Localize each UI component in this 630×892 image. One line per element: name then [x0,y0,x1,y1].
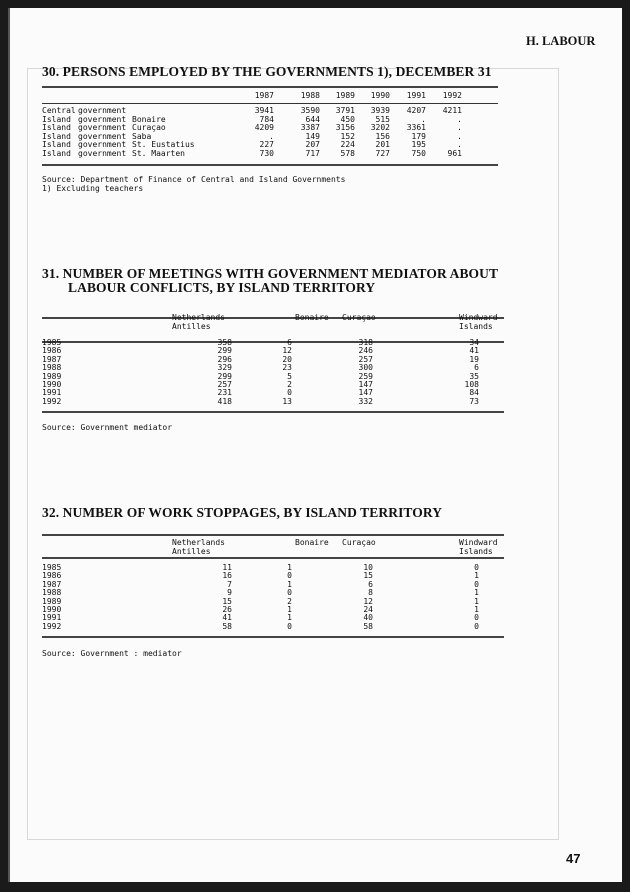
table-cell: 0 [474,621,479,631]
table-cell: 35 [469,371,479,381]
table31-title-line1: 31. NUMBER OF MEETINGS WITH GOVERNMENT MEDIATOR ABOUT [42,266,499,281]
row-label-level: Island [42,131,71,141]
table-cell: 1 [474,596,479,606]
column-header-year: 1990 [370,91,390,100]
table-cell: 4211 [442,106,462,115]
row-label-island: Curaçao [132,123,166,133]
row-year: 1987 [42,579,62,589]
row-label-level: Island [42,123,71,133]
table30-bottom-rule [42,164,498,166]
table-cell: 3202 [370,123,390,133]
table32-title: 32. NUMBER OF WORK STOPPAGES, BY ISLAND TERRITORY [42,505,443,520]
table-cell: 727 [375,149,390,158]
table-cell: 515 [375,114,390,124]
row-label-island: Bonaire [132,114,166,124]
table-cell: 152 [340,131,355,141]
table-cell: 73 [469,396,479,406]
table-cell: 296 [217,354,232,364]
table-cell: . [457,140,462,150]
table-cell: 12 [363,596,373,606]
table-cell: 0 [474,613,479,623]
table-cell: 1 [287,563,292,572]
row-label-island: Saba [132,131,152,141]
table-cell: 10 [363,563,373,572]
table-cell: 2 [287,596,292,606]
row-year: 1991 [42,388,62,398]
table32-header-rule [42,557,504,559]
table-cell: 84 [469,388,479,398]
column-header: Bonaire [295,313,329,322]
table-cell: 147 [358,380,373,389]
row-year: 1992 [42,396,62,406]
table-cell: 147 [358,388,373,398]
column-header: Netherlands [172,313,225,322]
table-cell: 231 [217,388,232,398]
table31-bottom-rule [42,411,504,413]
table-cell: 3939 [370,106,390,115]
column-header-year: 1988 [300,91,320,100]
table-cell: 318 [358,338,373,347]
table-cell: 0 [287,588,292,598]
table-cell: 259 [358,371,373,381]
table-cell: 299 [217,371,232,381]
table-cell: 450 [340,114,355,124]
row-year: 1986 [42,571,62,581]
table-cell: 207 [305,140,320,150]
table-cell: 15 [363,571,373,581]
table-cell: 0 [287,388,292,398]
table30-header-rule [42,103,498,104]
table-cell: 20 [282,354,292,364]
row-label-government: government [78,149,127,158]
row-year: 1990 [42,380,62,389]
row-year: 1991 [42,613,62,623]
table-cell: 300 [358,363,373,373]
row-label-level: Central [42,106,76,115]
table-cell: 19 [469,354,479,364]
column-header: Bonaire [295,538,329,547]
column-header: Windward [459,313,498,322]
table-cell: 332 [358,396,373,406]
row-label-government: government [78,131,127,141]
table-cell: 227 [259,140,274,150]
column-header-year: 1989 [335,91,355,100]
row-label-government: government [78,114,127,124]
table-cell: 34 [469,338,479,347]
table-cell: 0 [474,579,479,589]
column-header-line2: Antilles [172,322,211,331]
table-cell: . [457,114,462,124]
table-cell: 750 [411,149,426,158]
row-label-level: Island [42,114,71,124]
row-year: 1988 [42,363,62,373]
table-cell: 108 [464,380,479,389]
row-year: 1990 [42,605,62,614]
table-cell: 578 [340,149,355,158]
column-header-year: 1992 [442,91,462,100]
table31-source: Source: Government mediator [42,423,173,432]
table-cell: 257 [358,354,373,364]
table31-top-rule [42,317,504,319]
table-cell: 3791 [335,106,355,115]
table-cell: 16 [222,571,232,581]
table-cell: 40 [363,613,373,623]
table-cell: 41 [222,613,232,623]
table-cell: 6 [287,338,292,347]
table-cell: 257 [217,380,232,389]
table-cell: 644 [305,114,320,124]
table-cell: 3387 [300,123,320,133]
column-header: Curaçao [342,538,376,547]
table-cell: 0 [287,621,292,631]
row-label-government: government [78,140,127,150]
table-cell: 4207 [406,106,426,115]
table-cell: 0 [474,563,479,572]
table-cell: 58 [222,621,232,631]
table-cell: 4209 [254,123,274,133]
table-cell: 12 [282,346,292,356]
table-cell: 3361 [406,123,426,133]
table30-title: 30. PERSONS EMPLOYED BY THE GOVERNMENTS 1), DECEMBER 31 [42,64,492,79]
table30-top-rule [42,86,498,88]
table-cell: 3590 [300,106,320,115]
table-cell: 1 [287,605,292,614]
table-cell: . [457,131,462,141]
table-cell: . [421,114,426,124]
row-year: 1985 [42,563,62,572]
section-header: H. LABOUR [526,34,596,48]
table-cell: 13 [282,396,292,406]
scan-top-edge [0,0,630,8]
table-cell: 418 [217,396,232,406]
table-cell: 299 [217,346,232,356]
page-number: 47 [566,851,581,866]
column-header-year: 1991 [406,91,426,100]
table-cell: 149 [305,131,320,141]
table32-source: Source: Government : mediator [42,649,182,658]
row-year: 1992 [42,621,62,631]
table30-footnote: 1) Excluding teachers [42,184,144,193]
table-cell: 195 [411,140,426,150]
table-cell: 358 [217,338,232,347]
row-year: 1985 [42,338,62,347]
row-year: 1987 [42,354,62,364]
table-cell: . [269,131,274,141]
table-cell: 156 [375,131,390,141]
table-cell: . [457,123,462,133]
row-label-government: government [78,106,127,115]
column-header: Netherlands [172,538,225,547]
table-cell: 41 [469,346,479,356]
table-cell: 3156 [335,123,355,133]
table30-source: Source: Department of Finance of Central and Island Governments [42,175,346,184]
table-cell: 8 [368,588,373,598]
row-label-level: Island [42,149,71,158]
table-cell: 717 [305,149,320,158]
table-cell: 784 [259,114,274,124]
table-cell: 9 [227,588,232,598]
row-label-island: St. Maarten [132,149,185,158]
column-header-year: 1987 [254,91,274,100]
table-cell: 0 [287,571,292,581]
table-cell: 730 [259,149,274,158]
table-cell: 329 [217,363,232,373]
table-cell: 7 [227,579,232,589]
table-cell: 15 [222,596,232,606]
column-header: Windward [459,538,498,547]
column-header-line2: Antilles [172,547,211,556]
table-cell: 1 [287,613,292,623]
column-header-line2: Islands [459,322,493,331]
table-cell: 6 [368,579,373,589]
table32-top-rule [42,534,504,536]
table-cell: 6 [474,363,479,373]
row-year: 1986 [42,346,62,356]
row-year: 1989 [42,371,62,381]
table-cell: 2 [287,380,292,389]
row-label-island: St. Eustatius [132,140,195,150]
row-label-government: government [78,123,127,133]
row-year: 1989 [42,596,62,606]
table32-bottom-rule [42,636,504,638]
table-cell: 179 [411,131,426,141]
table-cell: 246 [358,346,373,356]
table31-title-line2: LABOUR CONFLICTS, BY ISLAND TERRITORY [68,280,376,295]
document-page [8,8,622,882]
column-header-line2: Islands [459,547,493,556]
table-cell: 201 [375,140,390,150]
table-cell: 1 [474,571,479,581]
table-cell: 3941 [254,106,274,115]
table-cell: 1 [474,605,479,614]
table-cell: 24 [363,605,373,614]
table-cell: 224 [340,140,355,150]
table-cell: 11 [222,563,232,572]
table-cell: 58 [363,621,373,631]
table-cell: 26 [222,605,232,614]
column-header: Curaçao [342,313,376,322]
row-year: 1988 [42,588,62,598]
table-cell: 961 [447,149,462,158]
table-cell: 1 [287,579,292,589]
table-cell: 5 [287,371,292,381]
row-label-level: Island [42,140,71,150]
table-cell: 23 [282,363,292,373]
table-cell: 1 [474,588,479,598]
